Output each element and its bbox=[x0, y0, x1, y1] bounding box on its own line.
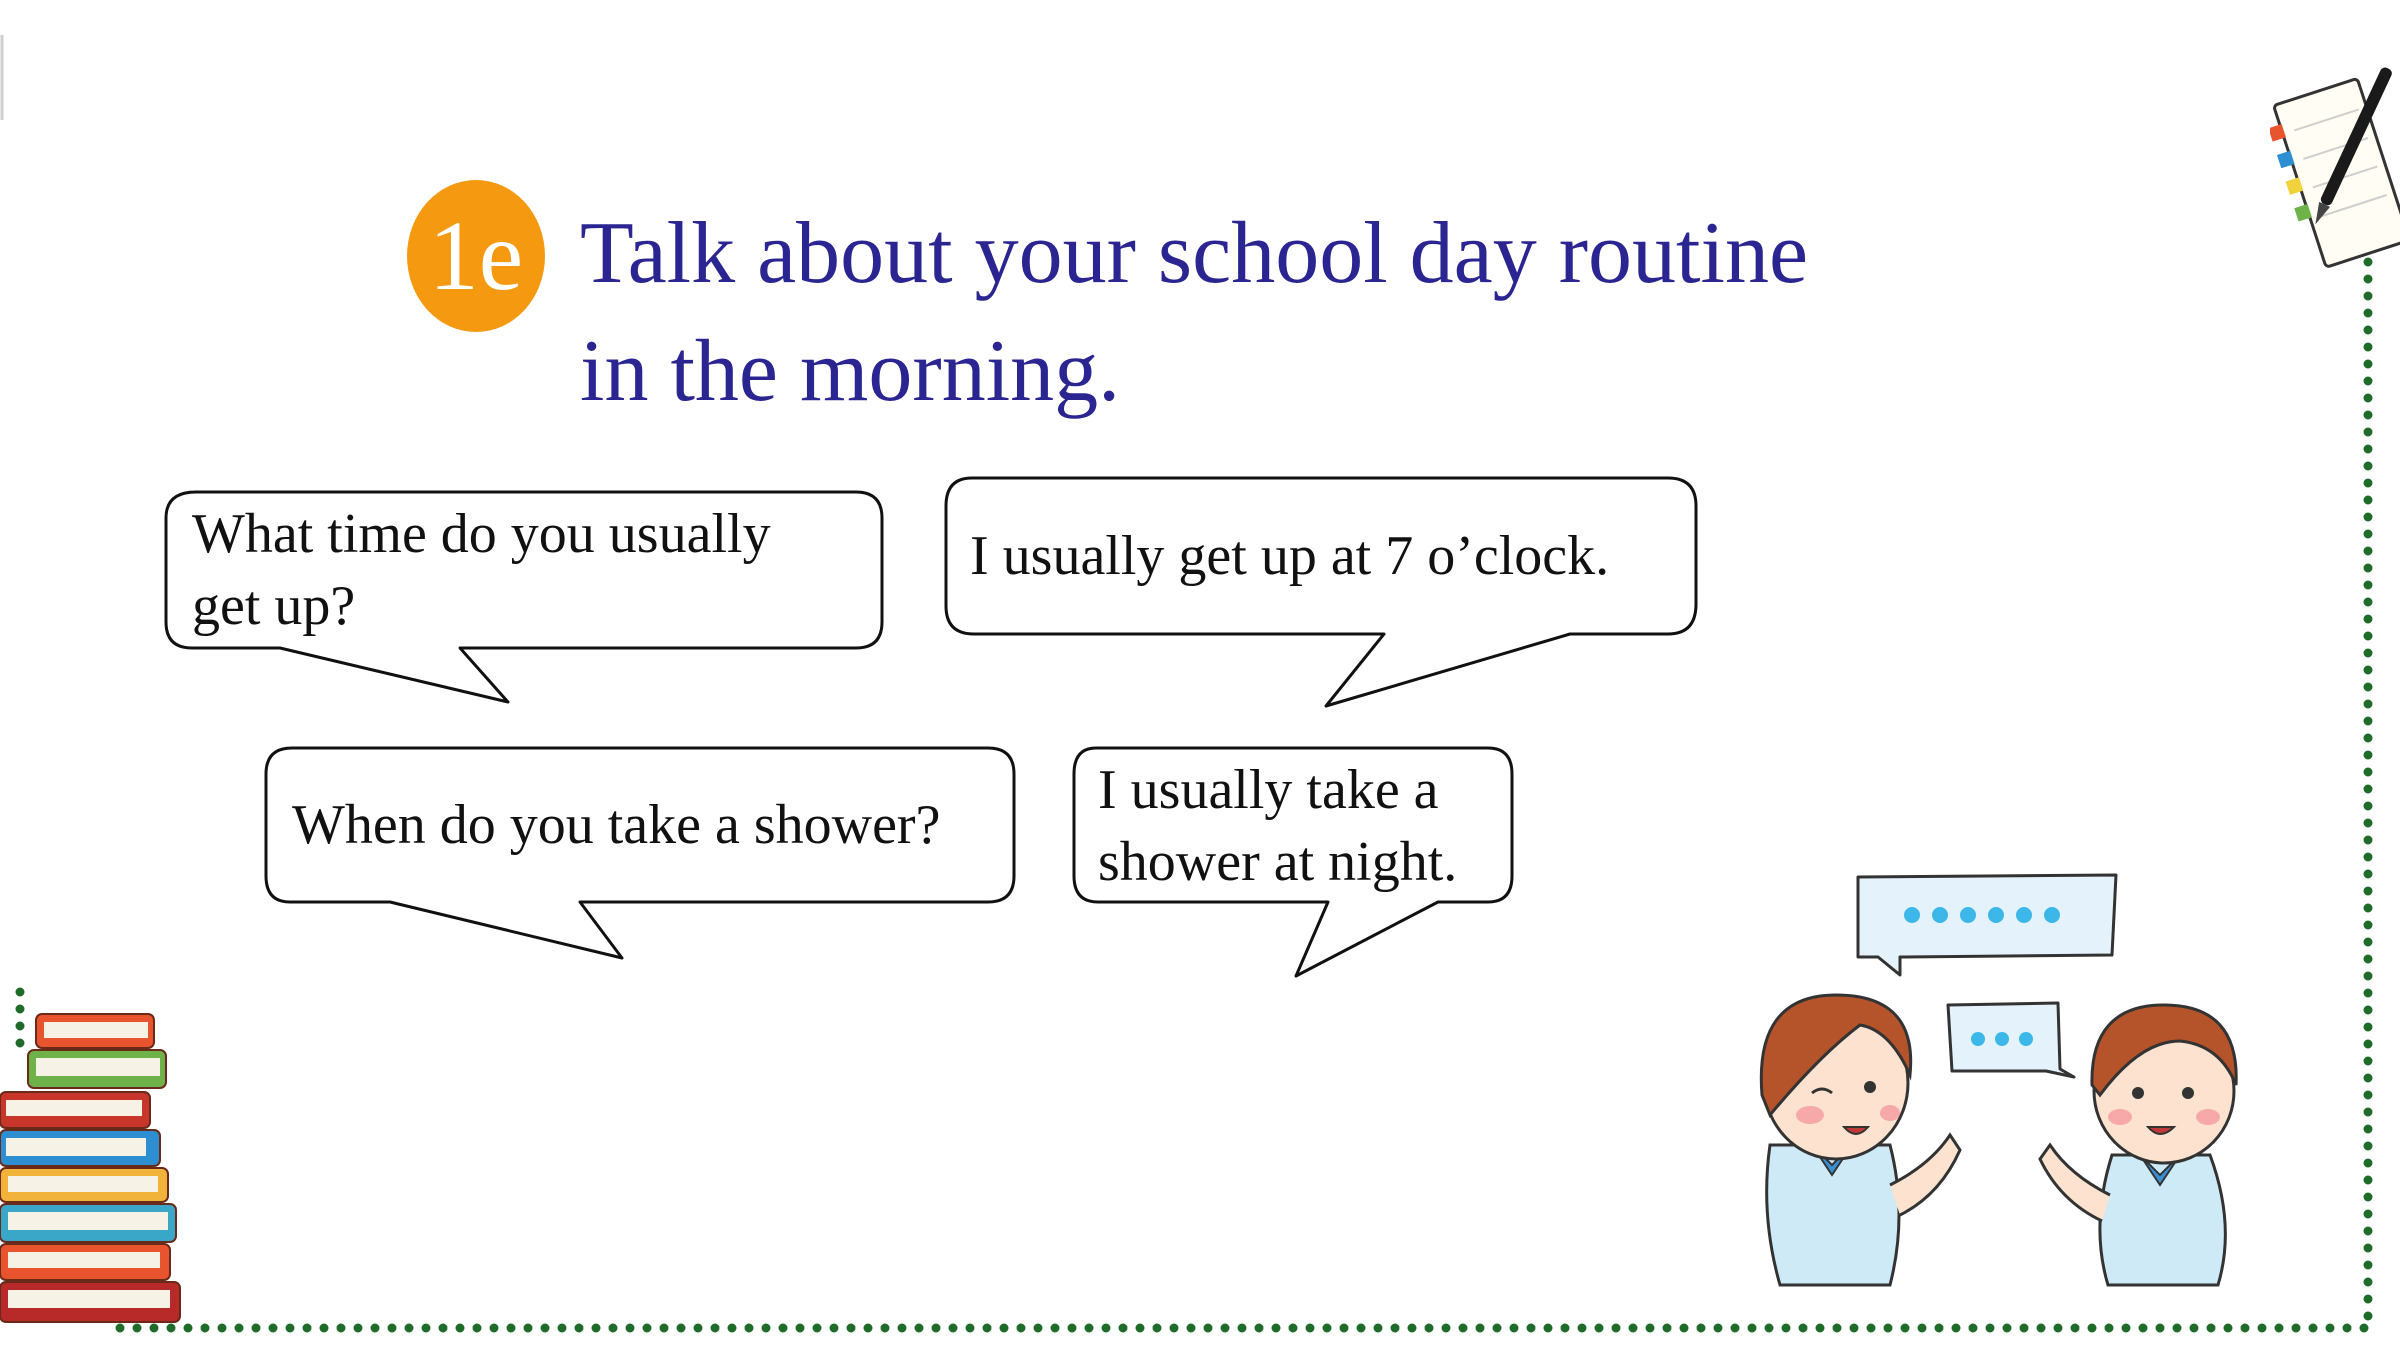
bubble-2-line-1: I usually get up at 7 o’clock. bbox=[970, 525, 1610, 587]
boy-figure bbox=[2040, 1005, 2236, 1285]
speech-bubble-question-shower bbox=[292, 789, 940, 861]
children-talking-illustration bbox=[1740, 865, 2260, 1295]
title-line-2: in the morning. bbox=[580, 323, 1121, 420]
bubble-1-line-1: What time do you usually bbox=[192, 503, 771, 565]
speech-bubble-answer-get-up bbox=[970, 520, 1609, 592]
bubble-4-line-1: I usually take a bbox=[1098, 759, 1439, 821]
bubble-4-line-2: shower at night. bbox=[1098, 831, 1458, 893]
bubble-outline-2 bbox=[946, 478, 1696, 706]
speech-bubble-answer-shower bbox=[1098, 754, 1457, 898]
bubble-3-line-1: When do you take a shower? bbox=[292, 794, 941, 856]
speech-bubble-large bbox=[1858, 875, 2116, 975]
books-stack-icon bbox=[0, 1000, 190, 1350]
notebook-pen-icon bbox=[2270, 60, 2400, 290]
title-line-1: Talk about your school day routine bbox=[580, 205, 1809, 302]
exercise-badge: 1e bbox=[407, 180, 545, 332]
speech-bubble-small bbox=[1948, 1003, 2074, 1077]
bubble-1-line-2: get up? bbox=[192, 575, 356, 637]
speech-dots-small bbox=[1971, 1032, 2033, 1046]
speech-bubble-question-get-up bbox=[192, 498, 771, 642]
girl-figure bbox=[1761, 995, 1960, 1285]
